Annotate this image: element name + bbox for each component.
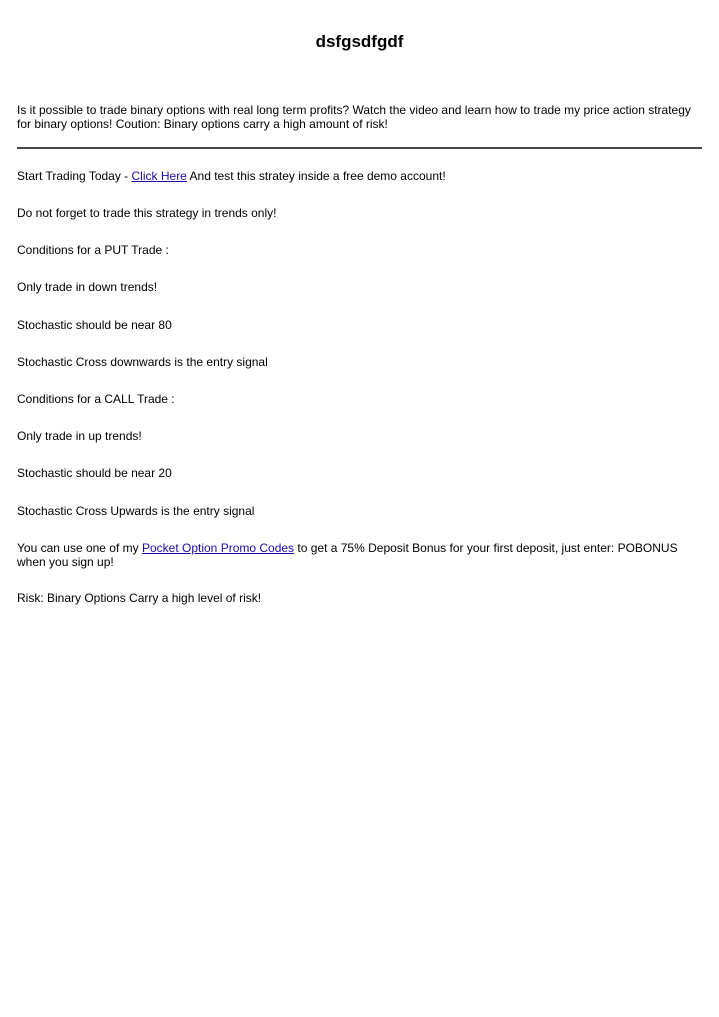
put-condition-stochastic: Stochastic should be near 80: [17, 318, 172, 332]
start-trading-prefix: Start Trading Today -: [17, 169, 132, 183]
call-condition-trend: Only trade in up trends!: [17, 429, 142, 443]
promo-suffix: to get a 75% Deposit Bonus for your first deposit, just enter: POBONUS when you sign up!: [17, 541, 678, 569]
put-conditions-heading: Conditions for a PUT Trade :: [17, 243, 169, 257]
intro-paragraph: Is it possible to trade binary options with real long term profits? Watch the video and learn how to trade my price action strategy for binary options! Coution: Binary options carry a high amount of risk!: [17, 103, 691, 131]
start-trading-paragraph: [17, 169, 707, 183]
page-title: dsfgsdfgdf: [315, 32, 404, 51]
start-trading-suffix: And test this stratey inside a free demo account!: [186, 169, 446, 183]
call-conditions-heading: Conditions for a CALL Trade :: [17, 392, 175, 406]
click-here-link[interactable]: Click Here: [131, 169, 187, 183]
horizontal-divider: [17, 147, 702, 149]
risk-warning: Risk: Binary Options Carry a high level of risk!: [17, 591, 262, 605]
promo-codes-link[interactable]: Pocket Option Promo Codes: [141, 541, 295, 555]
call-condition-signal: Stochastic Cross Upwards is the entry signal: [17, 504, 255, 518]
put-condition-trend: Only trade in down trends!: [17, 280, 158, 294]
trend-reminder: Do not forget to trade this strategy in trends only!: [17, 206, 277, 220]
promo-prefix: You can use one of my: [17, 541, 142, 555]
put-condition-signal: Stochastic Cross downwards is the entry signal: [17, 355, 268, 369]
promo-paragraph: [17, 541, 707, 569]
call-condition-stochastic: Stochastic should be near 20: [17, 466, 172, 480]
